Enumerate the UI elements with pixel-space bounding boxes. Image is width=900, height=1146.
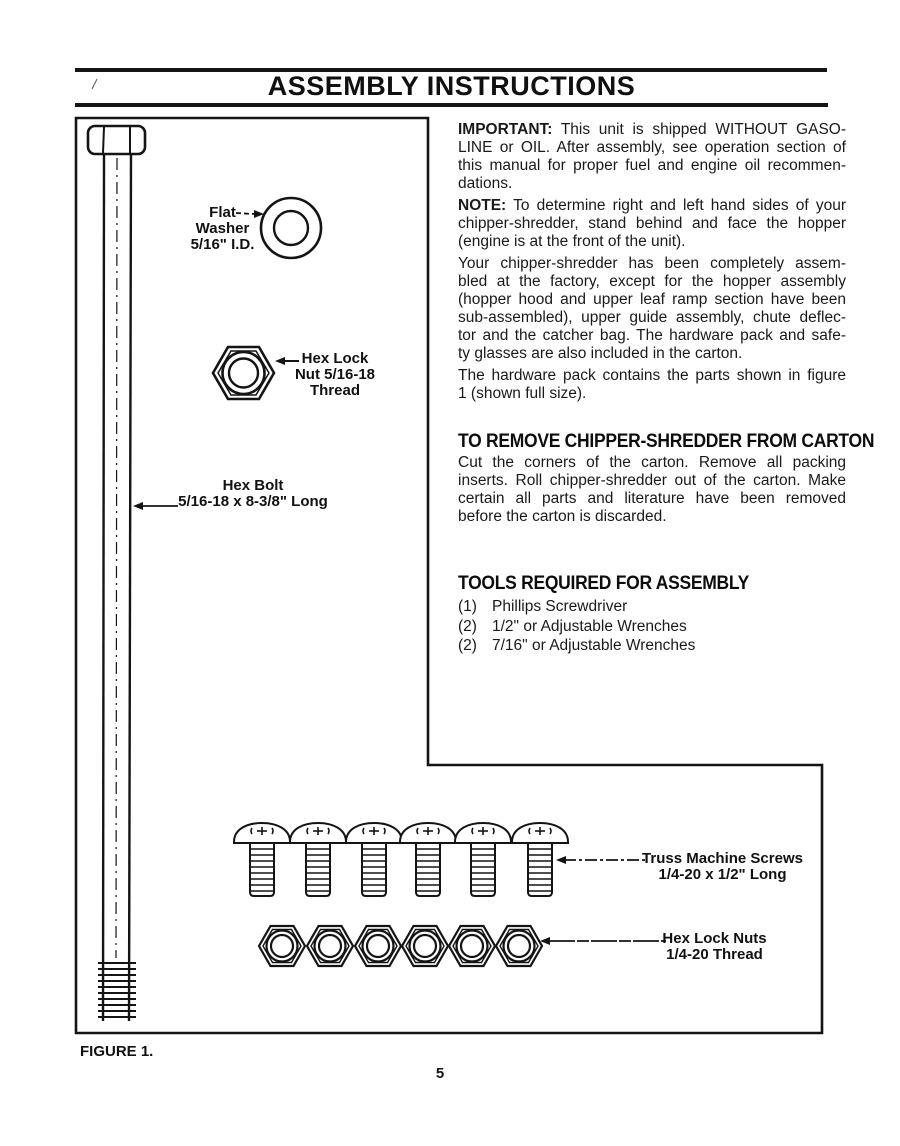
text-run: To determine right and left hand sides of your <box>506 197 846 214</box>
text-line: 5/16" I.D. <box>190 236 255 253</box>
hex-lock-nuts-label <box>622 931 807 962</box>
hardware-pack-paragraph <box>458 367 846 403</box>
text-line: Washer <box>195 220 250 237</box>
truss-screws-label <box>630 851 815 882</box>
text-line: certain all parts and literature have been removed <box>458 490 846 507</box>
scan-artifact <box>92 79 97 89</box>
instructions-column <box>458 121 875 656</box>
text-line: Your chipper-shredder has been completely assem- <box>458 255 846 272</box>
tool-name: 7/16" or Adjustable Wrenches <box>492 637 696 654</box>
text-run: This unit is shipped WITHOUT GASO- <box>552 121 846 138</box>
text-line: Nut 5/16-18 <box>294 366 376 383</box>
paragraph-lines <box>458 215 846 251</box>
tool-item <box>458 636 846 656</box>
note-paragraph <box>458 197 846 251</box>
text-line: LINE or OIL. After assembly, see operation section of <box>458 139 846 156</box>
text-line: 5/16-18 x 8-3/8" Long <box>178 493 328 510</box>
truss-screws-drawing <box>234 823 568 896</box>
text-line: Hex Lock <box>301 350 369 367</box>
important-lead: IMPORTANT: <box>458 121 553 138</box>
hex-lock-nut-drawing <box>213 347 274 399</box>
figure-caption: FIGURE 1. <box>80 1043 154 1060</box>
text-line: (hopper hood and upper leaf ramp section have been <box>458 291 846 308</box>
text-line: 1/4-20 x 1/2" Long <box>658 865 787 883</box>
text-line: sub-assembled), upper guide assembly, chute deflec- <box>458 309 846 326</box>
flat-washer-label <box>160 205 285 253</box>
text-line: 1/4-20 Thread <box>666 945 763 963</box>
text-line: The hardware pack contains the parts shown in figure <box>458 367 846 384</box>
text-line: Thread <box>309 382 360 399</box>
text-line: 1 (shown full size). <box>458 385 587 402</box>
text-line: dations. <box>458 175 513 192</box>
text-line: ty glasses are also included in the carton. <box>458 345 743 362</box>
note-lead: NOTE: <box>458 197 507 214</box>
tool-qty: (2) <box>458 617 477 635</box>
tools-list <box>458 597 846 656</box>
section-heading: TO REMOVE CHIPPER-SHREDDER FROM CARTON <box>458 431 875 452</box>
text-line: (engine is at the front of the unit). <box>458 233 686 250</box>
tool-item <box>458 617 846 637</box>
hex-bolt-drawing <box>88 126 145 1021</box>
text-line: tor and the catcher bag. The hardware pack and safe- <box>458 327 846 344</box>
tool-qty: (1) <box>458 598 477 615</box>
section-heading: TOOLS REQUIRED FOR ASSEMBLY <box>458 573 750 594</box>
section-tools-required <box>458 574 846 656</box>
tool-name: 1/2" or Adjustable Wrenches <box>492 617 687 635</box>
page-title: ASSEMBLY INSTRUCTIONS <box>267 71 636 101</box>
text-line <box>458 197 846 215</box>
text-line: this manual for proper fuel and engine oil recommen- <box>458 157 846 174</box>
assembled-paragraph <box>458 255 846 363</box>
important-paragraph <box>458 121 846 193</box>
text-line: Hex Bolt <box>222 477 284 494</box>
hex-bolt-label <box>148 478 358 510</box>
text-line: Hex Lock Nuts <box>662 930 767 947</box>
text-line: Truss Machine Screws <box>642 850 803 867</box>
text-line: bled at the factory, except for the hopper assembly <box>458 273 846 290</box>
text-line: Flat <box>209 204 236 221</box>
tool-item <box>458 597 846 617</box>
text-line: inserts. Roll chipper-shredder out of the carton. Make <box>458 472 846 489</box>
hex-lock-nuts-drawing <box>259 926 542 966</box>
paragraph-lines <box>458 139 846 193</box>
tool-name: Phillips Screwdriver <box>492 598 628 615</box>
section-body <box>458 454 846 526</box>
text-line <box>458 121 846 139</box>
text-line: chipper-shredder, stand behind and face the hopper <box>458 215 846 232</box>
tool-qty: (2) <box>458 637 477 654</box>
text-line: before the carton is discarded. <box>458 508 667 525</box>
text-line: Cut the corners of the carton. Remove all packing <box>458 454 846 471</box>
page-number: 5 <box>435 1065 445 1082</box>
section-remove-from-carton <box>458 431 875 526</box>
hex-lock-nut-label <box>285 351 385 399</box>
